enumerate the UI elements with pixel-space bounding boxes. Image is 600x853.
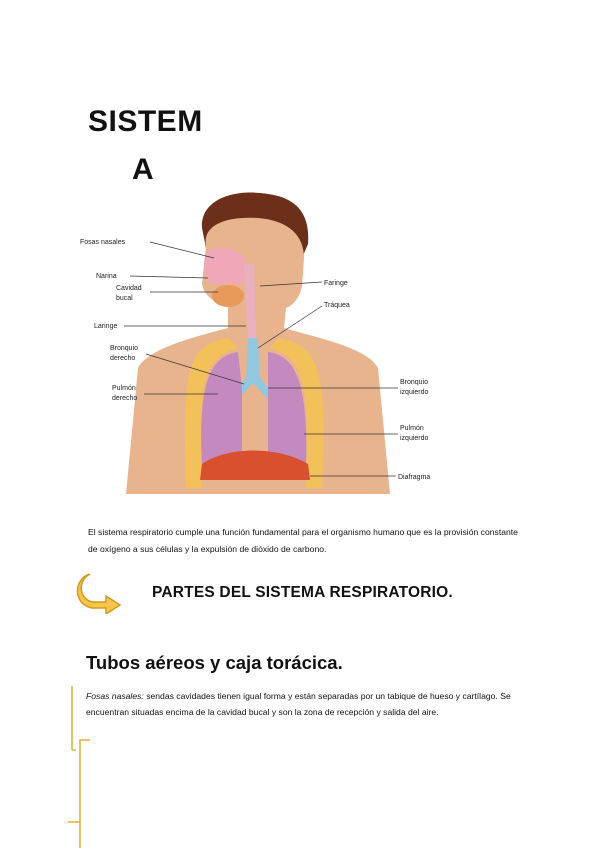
term-fosas-nasales: Fosas nasales: [86, 691, 144, 701]
title-line-1: SISTEM [88, 105, 203, 138]
label-fosas-nasales: Fosas nasales [80, 239, 126, 246]
label-traquea: Tráquea [324, 302, 350, 309]
page-title [88, 98, 218, 194]
subtitle: Tubos aéreos y caja torácica. [86, 652, 343, 673]
section-title: PARTES DEL SISTEMA RESPIRATORIO. [152, 584, 453, 601]
label-faringe: Faringe [324, 280, 348, 287]
title-line-2: A [132, 153, 155, 186]
label-bronquio-der-1: Bronquio [110, 345, 139, 352]
label-cavidad-1: Cavidad [116, 285, 142, 292]
label-pulmon-der-2: derecho [112, 395, 138, 402]
respiratory-system-diagram [78, 188, 458, 498]
label-bronquio-der-2: derecho [110, 355, 136, 362]
fosas-nasales-paragraph [86, 688, 526, 720]
oral-cavity [212, 285, 244, 307]
margin-brackets [60, 684, 100, 848]
nasal-cavity [204, 248, 246, 284]
label-pulmon-der-1: Pulmón [112, 385, 136, 392]
curved-arrow-icon [76, 570, 124, 614]
label-diafragma: Diafragma [398, 474, 431, 481]
label-narina: Narina [96, 273, 117, 280]
trachea [246, 338, 260, 384]
label-bronquio-izq-1: Bronquio [400, 379, 429, 386]
intro-paragraph: El sistema respiratorio cumple una función fundamental para el organismo humano que es la provisión constante de oxígeno a sus células y la expulsión de dióxido de carbono. [88, 527, 518, 554]
label-bronquio-izq-2: izquierdo [400, 389, 429, 396]
label-pulmon-izq-1: Pulmón [400, 425, 424, 432]
label-cavidad-2: bucal [116, 295, 133, 302]
label-pulmon-izq-2: izquierdo [400, 435, 429, 442]
paragraph-text: sendas cavidades tienen igual forma y están separadas por un tabique de hueso y cartílago. Se encuentran situadas encima de la cavidad bucal y son la zona de recepción y salida del aire. [86, 691, 511, 717]
label-laringe: Laringe [94, 323, 118, 330]
